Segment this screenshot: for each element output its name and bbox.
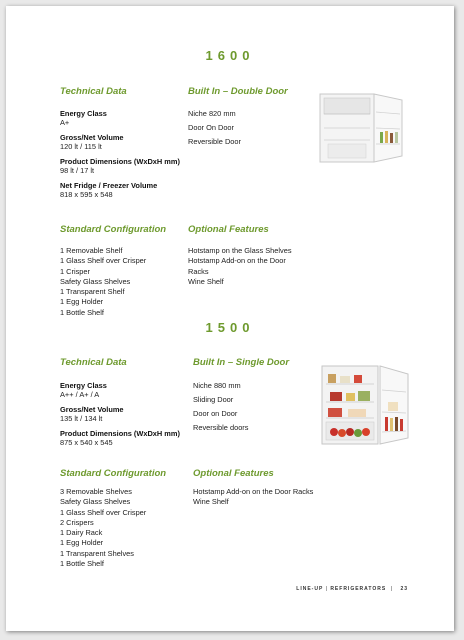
builtin-item: Niche 820 mm [188,109,236,118]
list-item: 1 Egg Holder [60,297,104,307]
list-item: 1 Transparent Shelves [60,548,134,558]
list-item: 1 Glass Shelf over Crisper [60,507,147,517]
footer-section: LINE-UP [296,586,324,592]
fridge-single-door-image [318,362,414,450]
optional-features-list [188,246,292,287]
list-item: Hotstamp Add-on on the Door Racks [193,487,314,496]
model-number-1600: 1600 [205,48,255,63]
fridge-double-door-image [314,90,410,170]
builtin-item: Door on Door [193,409,238,418]
standard-config-list [60,246,146,318]
list-item: 1 Crisper [60,266,90,276]
builtin-item: Reversible Door [188,137,241,146]
list-item: 1 Removable Shelf [60,246,123,255]
technical-data-heading: Technical Data [60,86,127,97]
list-item: 1 Bottle Shelf [60,307,104,317]
volume-label: Gross/Net Volume [60,405,124,414]
built-in-heading: Built In – Double Door [188,86,288,97]
page-number: 23 [400,586,408,592]
volume-value: 120 lt / 115 lt [60,142,102,151]
footer-category: REFRIGERATORS [330,586,387,592]
model-number-1500: 1500 [205,320,255,335]
list-item: Hotstamp Add-on on the Door [188,256,286,266]
standard-config-list [60,487,146,569]
builtin-item: Sliding Door [193,395,234,404]
optional-features-list [193,487,313,508]
energy-class-value: A+ [60,118,70,127]
optional-features-heading: Optional Features [188,224,269,235]
list-item: 2 Crispers [60,517,94,527]
dimensions-value: 98 lt / 17 lt [60,166,95,175]
dimensions-label: Product Dimensions (WxDxH mm) [60,157,180,166]
list-item: Wine Shelf [193,497,229,507]
standard-configuration-heading: Standard Configuration [60,224,167,235]
builtin-item: Reversible doors [193,423,249,432]
optional-features-heading: Optional Features [193,468,274,479]
net-volume-label: Net Fridge / Freezer Volume [60,181,158,190]
standard-configuration-heading: Standard Configuration [60,468,167,479]
energy-class-value: A++ / A+ / A [60,390,100,399]
technical-data-heading: Technical Data [60,357,127,368]
energy-class-label: Energy Class [60,109,107,118]
list-item: Safety Glass Shelves [60,497,131,507]
list-item: Wine Shelf [188,276,224,286]
list-item: 1 Egg Holder [60,538,104,548]
dimensions-label: Product Dimensions (WxDxH mm) [60,429,180,438]
list-item: 1 Glass Shelf over Crisper [60,256,147,266]
builtin-item: Niche 880 mm [193,381,241,390]
list-item: 3 Removable Shelves [60,487,132,496]
built-in-heading: Built In – Single Door [193,357,290,368]
builtin-item: Door On Door [188,123,235,132]
list-item: 1 Dairy Rack [60,528,103,538]
net-volume-value: 818 x 595 x 548 [60,190,113,199]
page-footer: LINE-UP | REFRIGERATORS | 23 [296,586,408,592]
catalog-page [6,6,454,631]
list-item: Hotstamp on the Glass Shelves [188,246,292,255]
volume-label: Gross/Net Volume [60,133,124,142]
list-item: Racks [188,266,209,276]
energy-class-label: Energy Class [60,381,107,390]
dimensions-value: 875 x 540 x 545 [60,438,113,447]
list-item: Safety Glass Shelves [60,276,131,286]
list-item: 1 Transparent Shelf [60,287,125,297]
volume-value: 135 lt / 134 lt [60,414,103,423]
list-item: 1 Bottle Shelf [60,559,104,569]
